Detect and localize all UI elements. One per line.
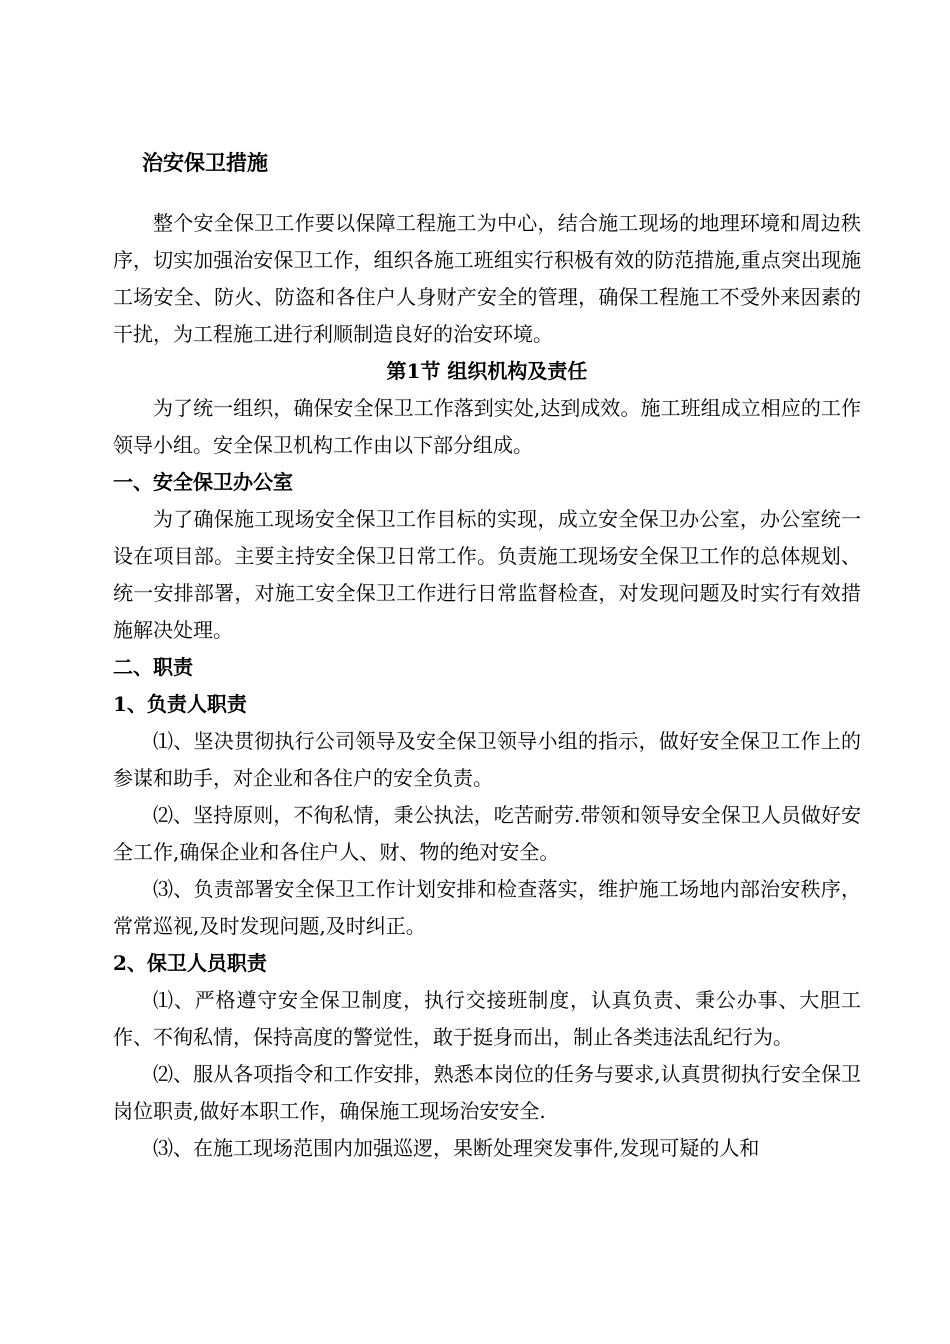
heading-leader-duties: 1、负责人职责 xyxy=(113,692,247,716)
heading-guard-duties: 2、保卫人员职责 xyxy=(113,951,267,975)
security-office-paragraph: 为了确保施工现场安全保卫工作目标的实现，成立安全保卫办公室，办公室统一设在项目部。主要主持安全保卫日常工作。负责施工现场安全保卫工作的总体规划、统一安排部署，对施工安全保卫工作进行日常监督检查，对发现问题及时实行有效措施解决处理。 xyxy=(113,507,861,642)
section-intro-paragraph: 为了统一组织，确保安全保卫工作落到实处,达到成效。施工班组成立相应的工作领导小组。安全保卫机构工作由以下部分组成。 xyxy=(113,396,861,457)
leader-duty-item: ⑵、坚持原则，不徇私情，秉公执法，吃苦耐劳.带领和领导安全保卫人员做好安全工作,确保企业和各住户人、财、物的绝对安全。 xyxy=(113,803,861,864)
document-title: 治安保卫措施 xyxy=(142,150,268,175)
section-title: 第1节 组织机构及责任 xyxy=(386,359,588,383)
heading-duties: 二、职责 xyxy=(113,655,193,679)
intro-paragraph: 整个安全保卫工作要以保障工程施工为中心，结合施工现场的地理环境和周边秩序，切实加强治安保卫工作，组织各施工班组实行积极有效的防范措施,重点突出现施工场安全、防火、防盗和各住户人身财产安全的管理，确保工程施工不受外来因素的干扰，为工程施工进行利顺制造良好的治安环境。 xyxy=(113,211,861,346)
guard-duty-item: ⑵、服从各项指令和工作安排，熟悉本岗位的任务与要求,认真贯彻执行安全保卫岗位职责,做好本职工作，确保施工现场治安安全. xyxy=(113,1062,861,1123)
leader-duty-item: ⑶、负责部署安全保卫工作计划安排和检查落实，维护施工场地内部治安秩序，常常巡视,及时发现问题,及时纠正。 xyxy=(113,877,861,938)
guard-duty-item: ⑴、严格遵守安全保卫制度，执行交接班制度，认真负责、秉公办事、大胆工作、不徇私情，保持高度的警觉性，敢于挺身而出，制止各类违法乱纪行为。 xyxy=(113,988,861,1049)
heading-security-office: 一、安全保卫办公室 xyxy=(113,470,293,494)
leader-duty-item: ⑴、坚决贯彻执行公司领导及安全保卫领导小组的指示，做好安全保卫工作上的参谋和助手，对企业和各住户的安全负责。 xyxy=(113,729,861,790)
document-body xyxy=(113,205,861,1167)
guard-duty-item: ⑶、在施工现场范围内加强巡逻，果断处理突发事件,发现可疑的人和 xyxy=(153,1136,760,1160)
